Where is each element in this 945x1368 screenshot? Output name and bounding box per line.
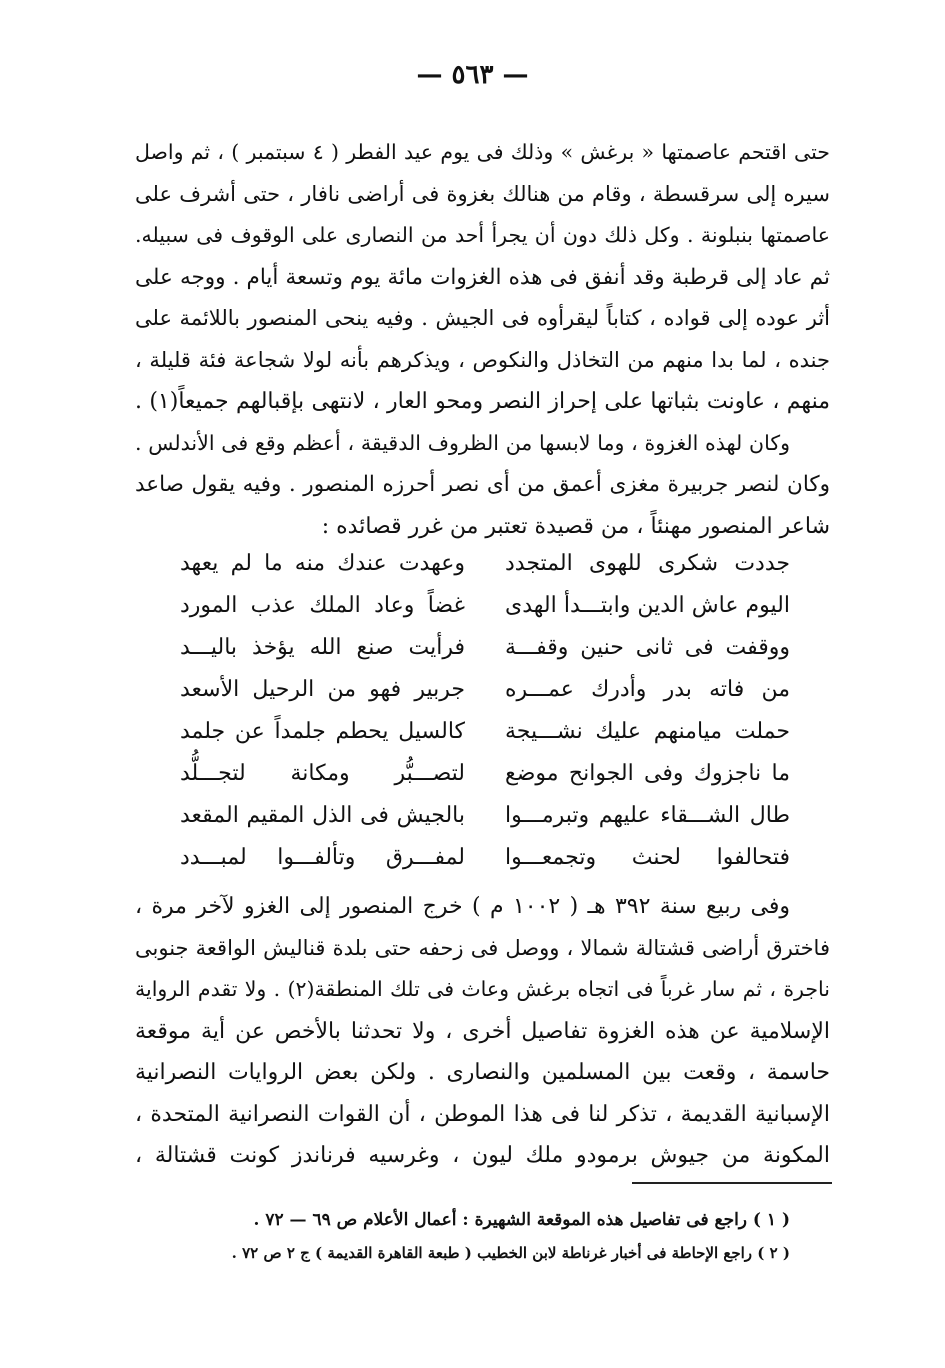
verse-second-hemistich: كالسيل يحطم جلمداً عن جلمد [180, 719, 465, 744]
poem-verse [180, 711, 790, 753]
text-line: جنده ، لما بدا منهم من التخاذل والنكوص ، ويذكرهم بأنه لولا شجاعة فئة قليلة ، [135, 347, 830, 372]
footnote-separator [632, 1182, 832, 1184]
text-line: سيره إلى سرقسطة ، وقام من هنالك بغزوة فى أراضى نافار ، حتى أشرف على [135, 181, 830, 206]
verse-first-hemistich: حملت ميامنهم عليك نشـــيجة [505, 719, 790, 744]
verse-first-hemistich: ما ناجزوك وفى الجوانح موضع [505, 761, 790, 786]
footnote: ( ٢ ) راجع الإحاطة فى أخبار غرناطة لابن الخطيب ( طبعة القاهرة القديمة ) ج ٢ ص ٧٢ . [231, 1244, 790, 1262]
text-line: أثر عوده إلى قواده ، كتاباً ليقرأوه فى الجيش . وفيه ينحى المنصور باللائمة على [135, 306, 830, 330]
text-line: عاصمتها بنبلونة . وكل ذلك دون أن يجرأ أحد من النصارى على الوقوف فى سبيله. [135, 223, 830, 247]
text-line: الإسلامية عن هذه الغزوة تفاصيل أخرى ، ولا تحدثنا بالأخص عن أية موقعة [135, 1018, 830, 1044]
text-line: وكان لنصر جربيرة مغزى أعمق من أى نصر أحرزه المنصور . وفيه يقول صاعد [135, 472, 830, 497]
text-line: فاخترق أراضى قشتالة شمالا ، ووصل فى زحفه حتى بلدة قناليش الواقعة جنوبى [135, 935, 830, 960]
main-text-bottom [135, 886, 830, 1177]
verse-first-hemistich: ووقفت فى ثانى حنين وقفـــة [505, 635, 790, 660]
text-line: ثم عاد إلى قرطبة وقد أنفق فى هذه الغزوات مائة يوم وتسعة أيام . ووجه على [135, 264, 830, 290]
verse-second-hemistich: جربير فهو من الرحيل الأسعد [180, 677, 465, 702]
verse-first-hemistich: طال الشـــقاء عليهم وتبرمـــوا [505, 803, 790, 828]
verse-second-hemistich: غضاً وعاد الملك عذب المورد [180, 593, 465, 618]
poem-verse [180, 543, 790, 585]
text-line: وكان لهذه الغزوة ، وما لابسها من الظروف الدقيقة ، أعظم وقع فى الأندلس . [135, 430, 790, 455]
text-line: وفى ربيع سنة ٣٩٢ هـ ( ١٠٠٢ م ) خرج المنصور إلى الغزو لآخر مرة ، [135, 894, 791, 919]
verse-second-hemistich: فرأيت صنع الله يؤخذ باليـــد [180, 635, 465, 660]
text-line: منهم ، عاونت بثباتها على إحراز النصر ومحو العار ، لانتهى بإقبالهم جميعاً(١) . [135, 389, 830, 414]
verse-first-hemistich: جددت شكرى للهوى المتجدد [505, 551, 790, 576]
verse-second-hemistich: لمفـــرق وتألفـــوا لمبـــدد [180, 845, 465, 870]
page-number: — ٥٦٣ — [416, 60, 529, 90]
verse-first-hemistich: اليوم عاش الدين وابتـــدأ الهدى [505, 593, 790, 618]
main-text-top [135, 132, 830, 547]
poem [180, 543, 790, 879]
poem-verse [180, 585, 790, 627]
footnotes [230, 1204, 790, 1270]
poem-verse [180, 753, 790, 795]
verse-second-hemistich: بالجيش فى الذل المقيم المقعد [180, 803, 465, 828]
text-line: المكونة من جيوش برمودو ملك ليون ، وغرسيه فرناندز كونت قشتالة ، [135, 1143, 830, 1168]
verse-first-hemistich: من فاته بدر وأدرك عمـــره [505, 677, 790, 702]
poem-verse [180, 627, 790, 669]
poem-verse [180, 795, 790, 837]
verse-second-hemistich: لتصـــبُّر ومكانة لتجـــلُّد [180, 761, 465, 786]
verse-first-hemistich: فتحالفوا لحنث وتجمعـــوا [505, 845, 790, 870]
text-line: ناجرة ، ثم سار غرباً فى اتجاه برغش وعاث فى تلك المنطقة(٢) . ولا تقدم الرواية [135, 977, 830, 1001]
text-line: حتى اقتحم عاصمتها « برغش » وذلك فى يوم عيد الفطر ( ٤ سبتمبر ) ، ثم واصل [135, 140, 830, 164]
poem-verse [180, 669, 790, 711]
text-line: حاسمة ، وقعت بين المسلمين والنصارى . ولكن بعض الروايات النصرانية [135, 1060, 830, 1085]
footnote: ( ١ ) راجع فى تفاصيل هذه الموقعة الشهيرة : أعمال الأعلام ص ٦٩ — ٧٢ . [253, 1210, 790, 1230]
text-line: الإسبانية القديمة ، تذكر لنا فى هذا الموطن ، أن القوات النصرانية المتحدة ، [135, 1101, 830, 1127]
poem-verse [180, 837, 790, 879]
text-line: شاعر المنصور مهنئاً ، من قصيدة تعتبر من غرر قصائده : [321, 513, 830, 539]
verse-second-hemistich: وعهدت عندك منه ما لم يعهد [180, 551, 465, 576]
